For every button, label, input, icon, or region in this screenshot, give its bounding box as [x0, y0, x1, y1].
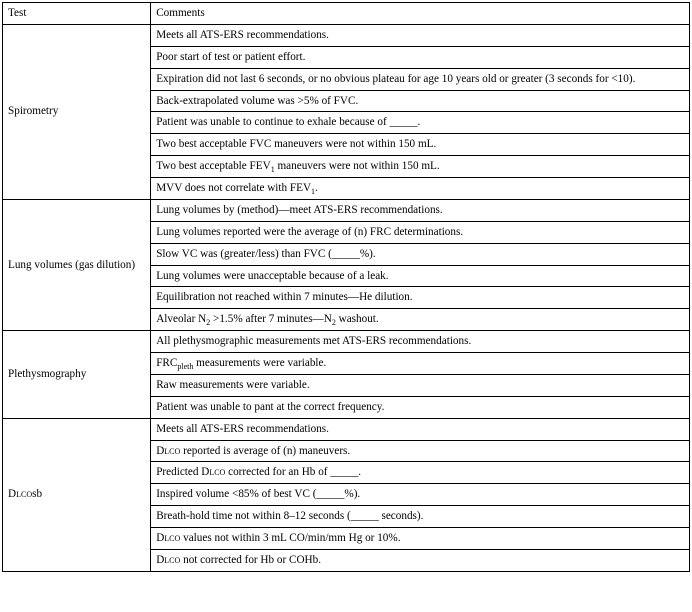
- comment-cell: Meets all ATS-ERS recommendations.: [151, 24, 690, 46]
- comment-cell: Back-extrapolated volume was >5% of FVC.: [151, 90, 690, 112]
- test-name-plethysmography: Plethysmography: [3, 331, 151, 419]
- comment-cell: Two best acceptable $FEV_1$ maneuvers were not within 150 mL.: [151, 156, 690, 178]
- comment-cell: Alveolar $N_2 >1.5\%$ after 7 $minutes—N_2$ washout.: [151, 309, 690, 331]
- table-row: [3, 199, 690, 221]
- test-name-spirometry: Spirometry: [3, 24, 151, 199]
- comment-cell: Dlco not corrected for Hb or COHb.: [151, 549, 690, 571]
- comment-cell: Dlco reported is average of (n) maneuvers.: [151, 440, 690, 462]
- comment-cell: Equilibration not reached within 7 minutes—He dilution.: [151, 287, 690, 309]
- pft-quality-table: [2, 2, 690, 572]
- comment-cell: Patient was unable to pant at the correct frequency.: [151, 396, 690, 418]
- comment-cell: Lung volumes were unacceptable because of a leak.: [151, 265, 690, 287]
- comment-cell: Breath-hold time not within 8–12 seconds (_____ seconds).: [151, 506, 690, 528]
- table-header-row: [3, 3, 690, 25]
- comment-cell: Patient was unable to continue to exhale because of _____.: [151, 112, 690, 134]
- comment-cell: Lung volumes by (method)—meet ATS-ERS recommendations.: [151, 199, 690, 221]
- comment-cell: Raw measurements were variable.: [151, 374, 690, 396]
- comment-cell: Poor start of test or patient effort.: [151, 46, 690, 68]
- comment-cell: $FRC_{pleth}$ measurements were variable.: [151, 353, 690, 375]
- test-name-dlcosb: Dlcosb: [3, 418, 151, 571]
- test-name-lung-volumes: Lung volumes (gas dilution): [3, 199, 151, 330]
- table-row: [3, 331, 690, 353]
- header-test: Test: [3, 3, 151, 25]
- comment-cell: MVV does not correlate with $FEV_1$.: [151, 178, 690, 200]
- comment-cell: Inspired volume <85% of best VC (_____%).: [151, 484, 690, 506]
- table-row: [3, 418, 690, 440]
- comment-cell: Slow VC was (greater/less) than FVC (_____%).: [151, 243, 690, 265]
- comment-cell: Meets all ATS-ERS recommendations.: [151, 418, 690, 440]
- comment-cell: Expiration did not last 6 seconds, or no obvious plateau for age 10 years old or greater (3 seconds for <10).: [151, 68, 690, 90]
- comment-cell: Lung volumes reported were the average of (n) FRC determinations.: [151, 221, 690, 243]
- comment-cell: All plethysmographic measurements met ATS-ERS recommendations.: [151, 331, 690, 353]
- table-row: [3, 24, 690, 46]
- comment-cell: Two best acceptable FVC maneuvers were not within 150 mL.: [151, 134, 690, 156]
- comment-cell: Dlco values not within 3 mL CO/min/mm Hg or 10%.: [151, 528, 690, 550]
- document-page: [0, 2, 692, 612]
- header-comments: Comments: [151, 3, 690, 25]
- comment-cell: Predicted Dlco corrected for an Hb of _____.: [151, 462, 690, 484]
